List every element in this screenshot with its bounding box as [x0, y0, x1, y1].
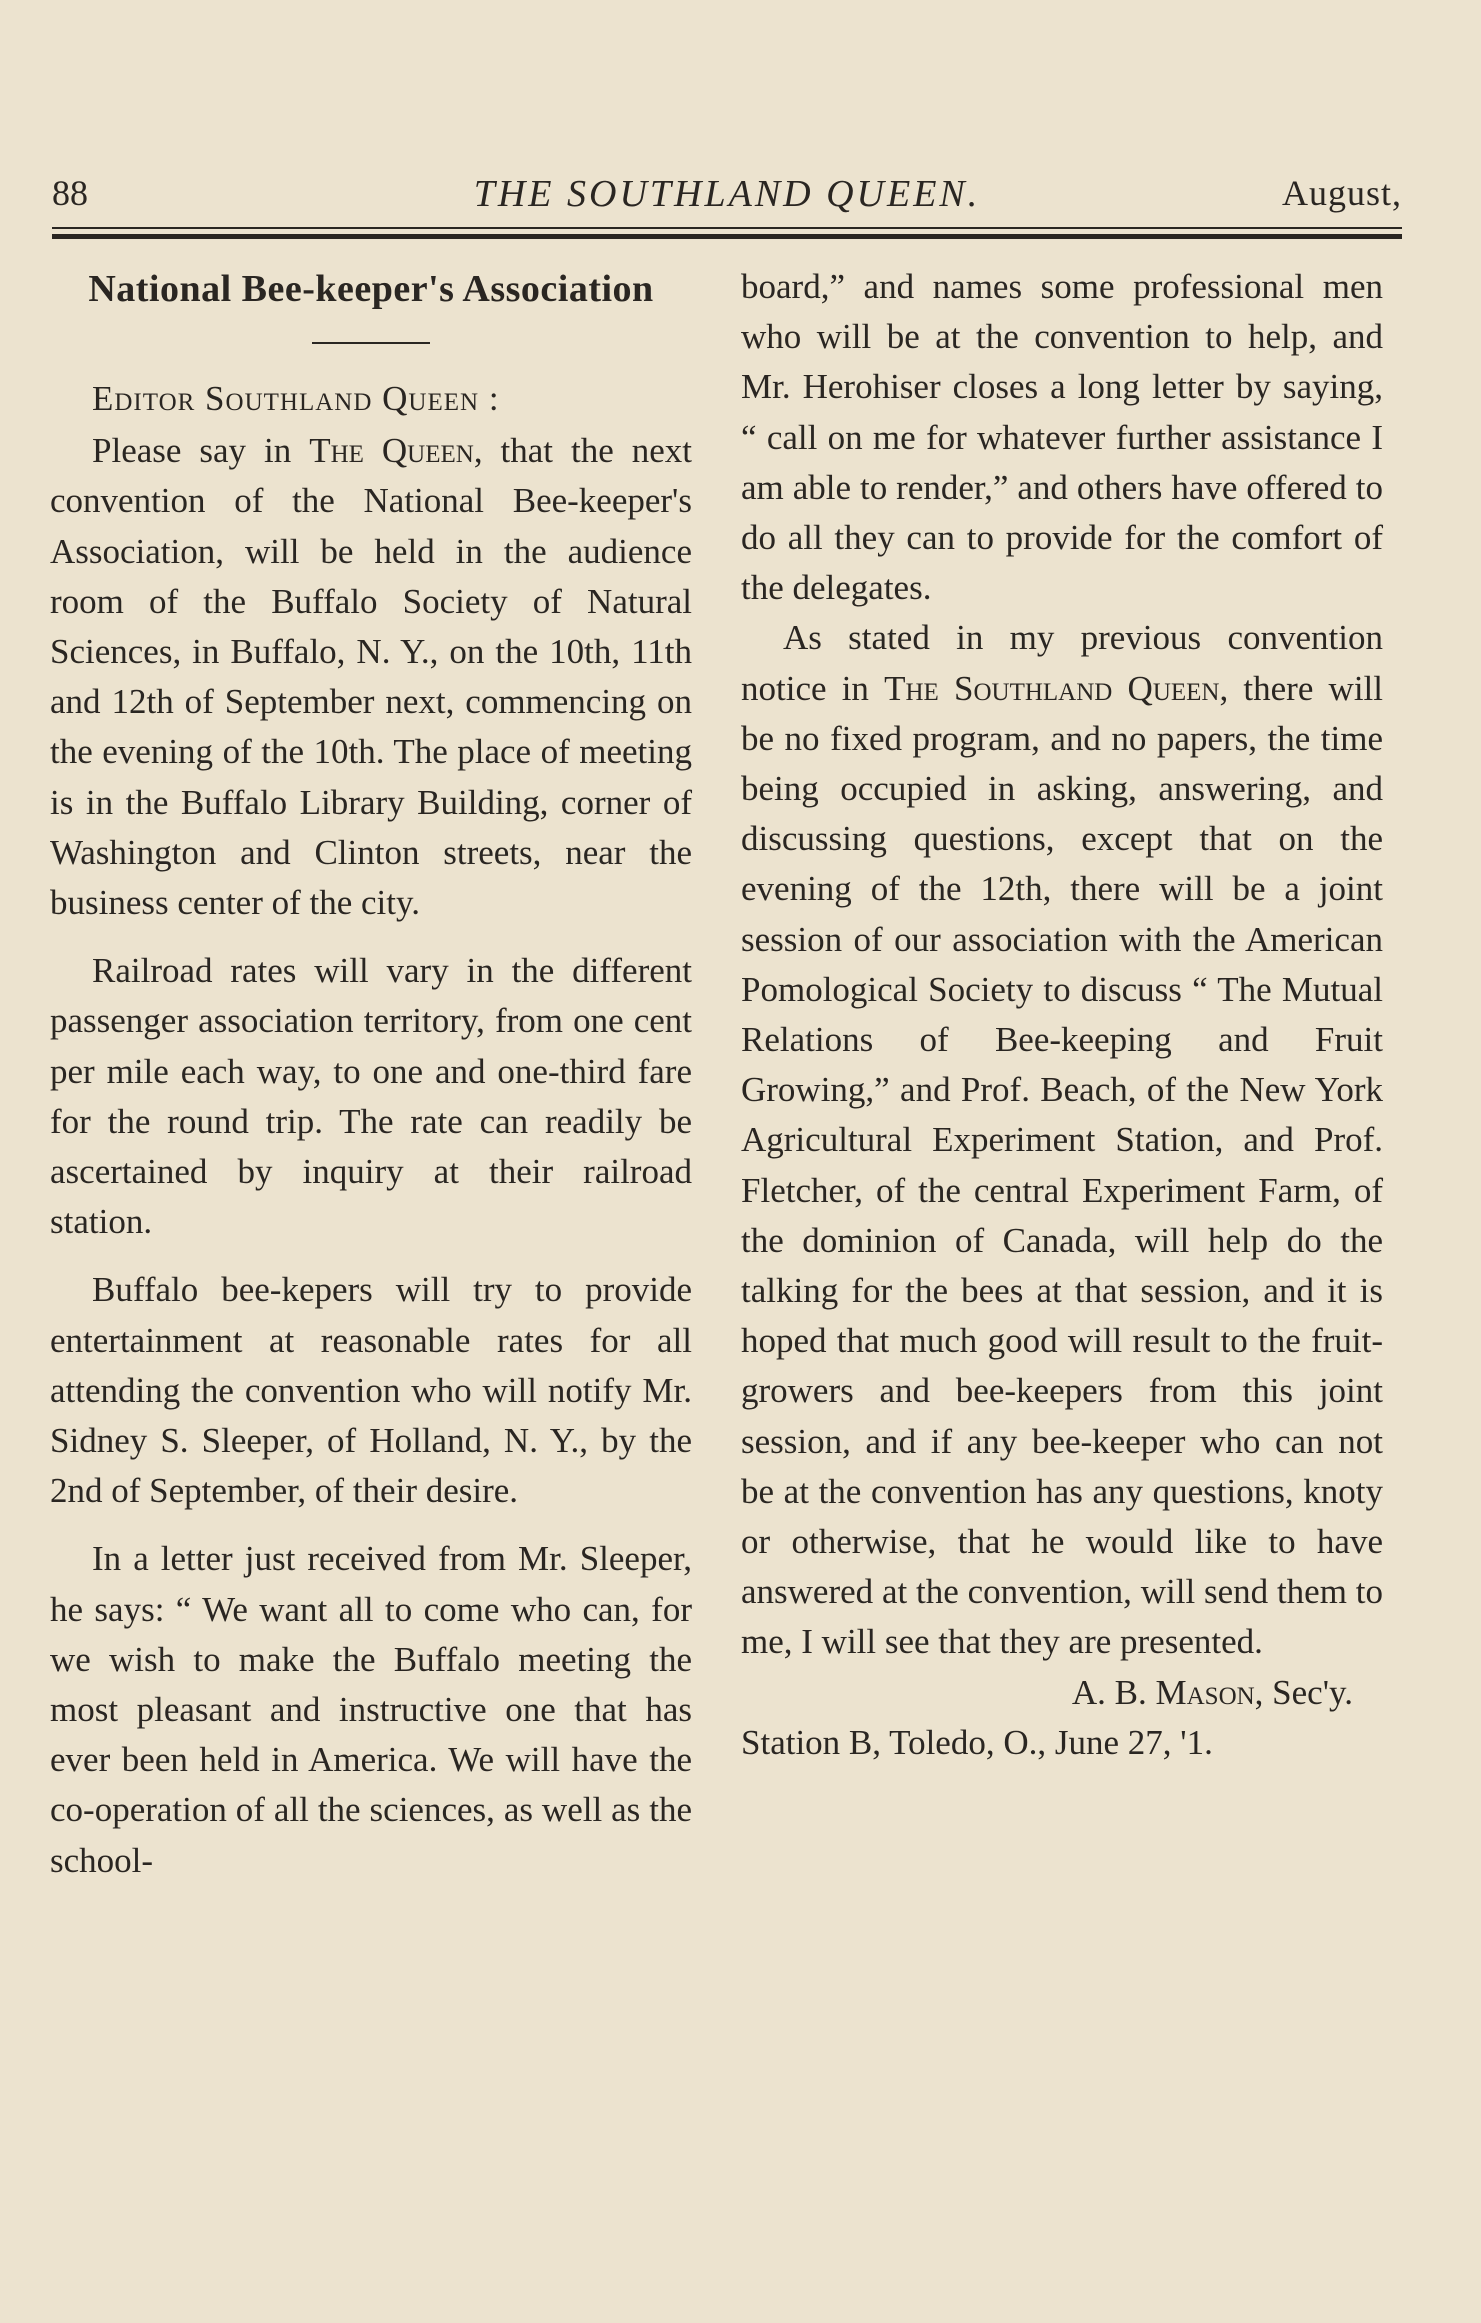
- salutation: Editor Southland Queen :: [92, 379, 500, 418]
- journal-title: THE SOUTHLAND QUEEN.: [473, 173, 981, 215]
- paragraph-5-rest: , there will be no fixed program, and no papers, the time being occupied in asking, answering, and discussing questions, except that on the evening of the 12th, there will be a joint session of our association with the American Pomological Society to discuss “ The Mutual Relations of Bee-keeping and Fruit Growing,” and Prof. Beach, of the New York Agricultural Experiment Station, and Prof. Fletcher, of the central Experiment Farm, of the dominion of Canada, will help do the talking for the bees at that session, and it is hoped that much good will result to the fruit-growers and bee-keepers from this joint session, and if any bee-keeper who can not be at the convention has any questions, knoty or otherwise, that he would like to have answered at the convention, will send them to me, I will see that they are presented.: [741, 668, 1383, 1662]
- signature-name: Mason: [1155, 1672, 1255, 1712]
- left-column: [50, 262, 692, 1886]
- sender-address: Station B, Toledo, O., June 27, '1.: [741, 1722, 1213, 1762]
- right-column: [741, 262, 1383, 1768]
- paragraph-1-rest: , that the next convention of the National Bee-keeper's Association, will be held in the audience room of the Buffalo Society of Natural Sciences, in Buffalo, N. Y., on the 10th, 11th and 12th of September next, commencing on the evening of the 10th. The place of meeting is in the Buffalo Library Building, corner of Washington and Clinton streets, near the business center of the city.: [50, 431, 692, 923]
- signature-initials: A. B.: [1071, 1672, 1156, 1712]
- paragraph-1-start: Please say in: [92, 431, 310, 471]
- signature: [741, 1668, 1383, 1718]
- issue-month: August,: [1281, 173, 1402, 213]
- header-rule-thick: [52, 234, 1402, 239]
- paragraph-5: [741, 613, 1383, 1667]
- paragraph-2: Railroad rates will vary in the different passenger association territory, from one cent per mile each way, to one and one-third fare for the round trip. The rate can readily be ascertained by inquiry at their railroad station.: [50, 951, 692, 1242]
- paragraph-5-start: As stated in my previous convention notice in: [741, 618, 1383, 708]
- header-rule-thin: [52, 227, 1402, 229]
- journal-name-queen: The Queen: [309, 431, 474, 471]
- running-head: [52, 172, 1402, 222]
- paragraph-3: Buffalo bee-kepers will try to provide entertainment at reasonable rates for all attending the convention who will notify Mr. Sidney S. Sleeper, of Holland, N. Y., by the 2nd of September, of their desire.: [50, 1270, 692, 1511]
- paragraph-4: In a letter just received from Mr. Sleeper, he says: “ We want all to come who can, for we wish to make the Buffalo meeting the most pleasant and instructive one that has ever been held in America. We will have the co-operation of all the sciences, as well as the school-: [50, 1539, 692, 1880]
- paragraph-1: [50, 426, 692, 928]
- journal-name-southland-queen: The Southland Queen: [884, 668, 1220, 708]
- signature-title: , Sec'y.: [1254, 1672, 1353, 1712]
- page-number: 88: [52, 173, 88, 213]
- title-rule: [312, 342, 430, 344]
- article-title: National Bee-keeper's Association: [88, 268, 654, 310]
- paragraph-4-continued: board,” and names some professional men who will be at the convention to help, and Mr. Herohiser closes a long letter by saying, “ call on me for whatever further assistance I am able to render,” and others have offered to do all they can to provide for the comfort of the delegates.: [741, 267, 1383, 608]
